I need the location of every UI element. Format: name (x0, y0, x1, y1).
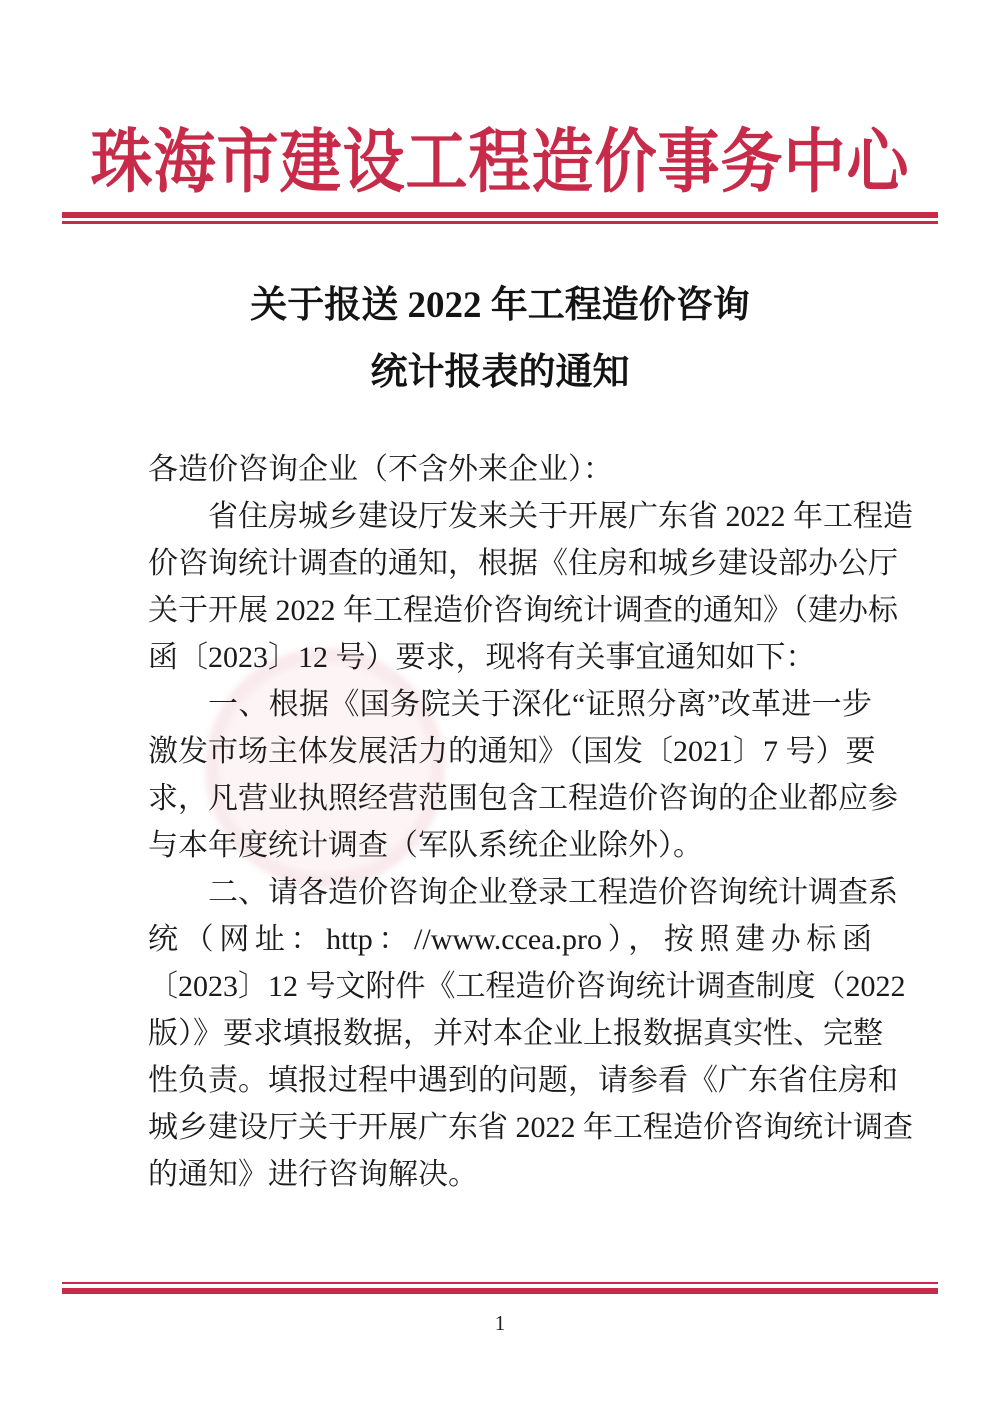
body-line: 一、根据《国务院关于深化“证照分离”改革进一步 (208, 688, 872, 721)
body-line: 统（网址：http：//www.ccea.pro），按照建办标函 (148, 923, 872, 956)
body-line: 省住房城乡建设厅发来关于开展广东省 2022 年工程造 (208, 500, 913, 533)
body-line: 函〔2023〕12 号）要求，现将有关事宜通知如下： (148, 641, 816, 674)
letterhead-org-name: 珠海市建设工程造价事务中心 (90, 125, 910, 202)
body-line-salutation: 各造价咨询企业（不含外来企业）： (148, 453, 613, 486)
body-line: 求，凡营业执照经营范围包含工程造价咨询的企业都应参 (148, 782, 898, 815)
notice-body (148, 446, 913, 1198)
document-title-line1: 关于报送 2022 年工程造价咨询 (250, 285, 750, 326)
document-title-line2: 统计报表的通知 (370, 352, 630, 393)
header-double-rule (62, 212, 938, 224)
body-line: 的通知》进行咨询解决。 (148, 1158, 478, 1191)
body-line: 关于开展 2022 年工程造价咨询统计调查的通知》（建办标 (148, 594, 898, 627)
page-number: 1 (494, 1311, 506, 1335)
footer-rule-thick (62, 1288, 938, 1294)
body-line: 与本年度统计调查（军队系统企业除外）。 (148, 829, 703, 862)
body-line: 激发市场主体发展活力的通知》（国发〔2021〕7 号）要 (148, 735, 876, 768)
body-line: 性负责。填报过程中遇到的问题，请参看《广东省住房和 (148, 1064, 898, 1097)
body-line: 〔2023〕12 号文附件《工程造价咨询统计调查制度（2022 (148, 970, 906, 1003)
document-title (0, 272, 1000, 406)
header-rule-thin (62, 221, 938, 224)
body-line: 价咨询统计调查的通知，根据《住房和城乡建设部办公厅 (148, 547, 898, 580)
footer-double-rule (62, 1282, 938, 1294)
body-line: 版）》要求填报数据，并对本企业上报数据真实性、完整 (148, 1017, 883, 1050)
body-line: 二、请各造价咨询企业登录工程造价咨询统计调查系 (208, 876, 898, 909)
body-line: 城乡建设厅关于开展广东省 2022 年工程造价咨询统计调查 (148, 1111, 913, 1144)
